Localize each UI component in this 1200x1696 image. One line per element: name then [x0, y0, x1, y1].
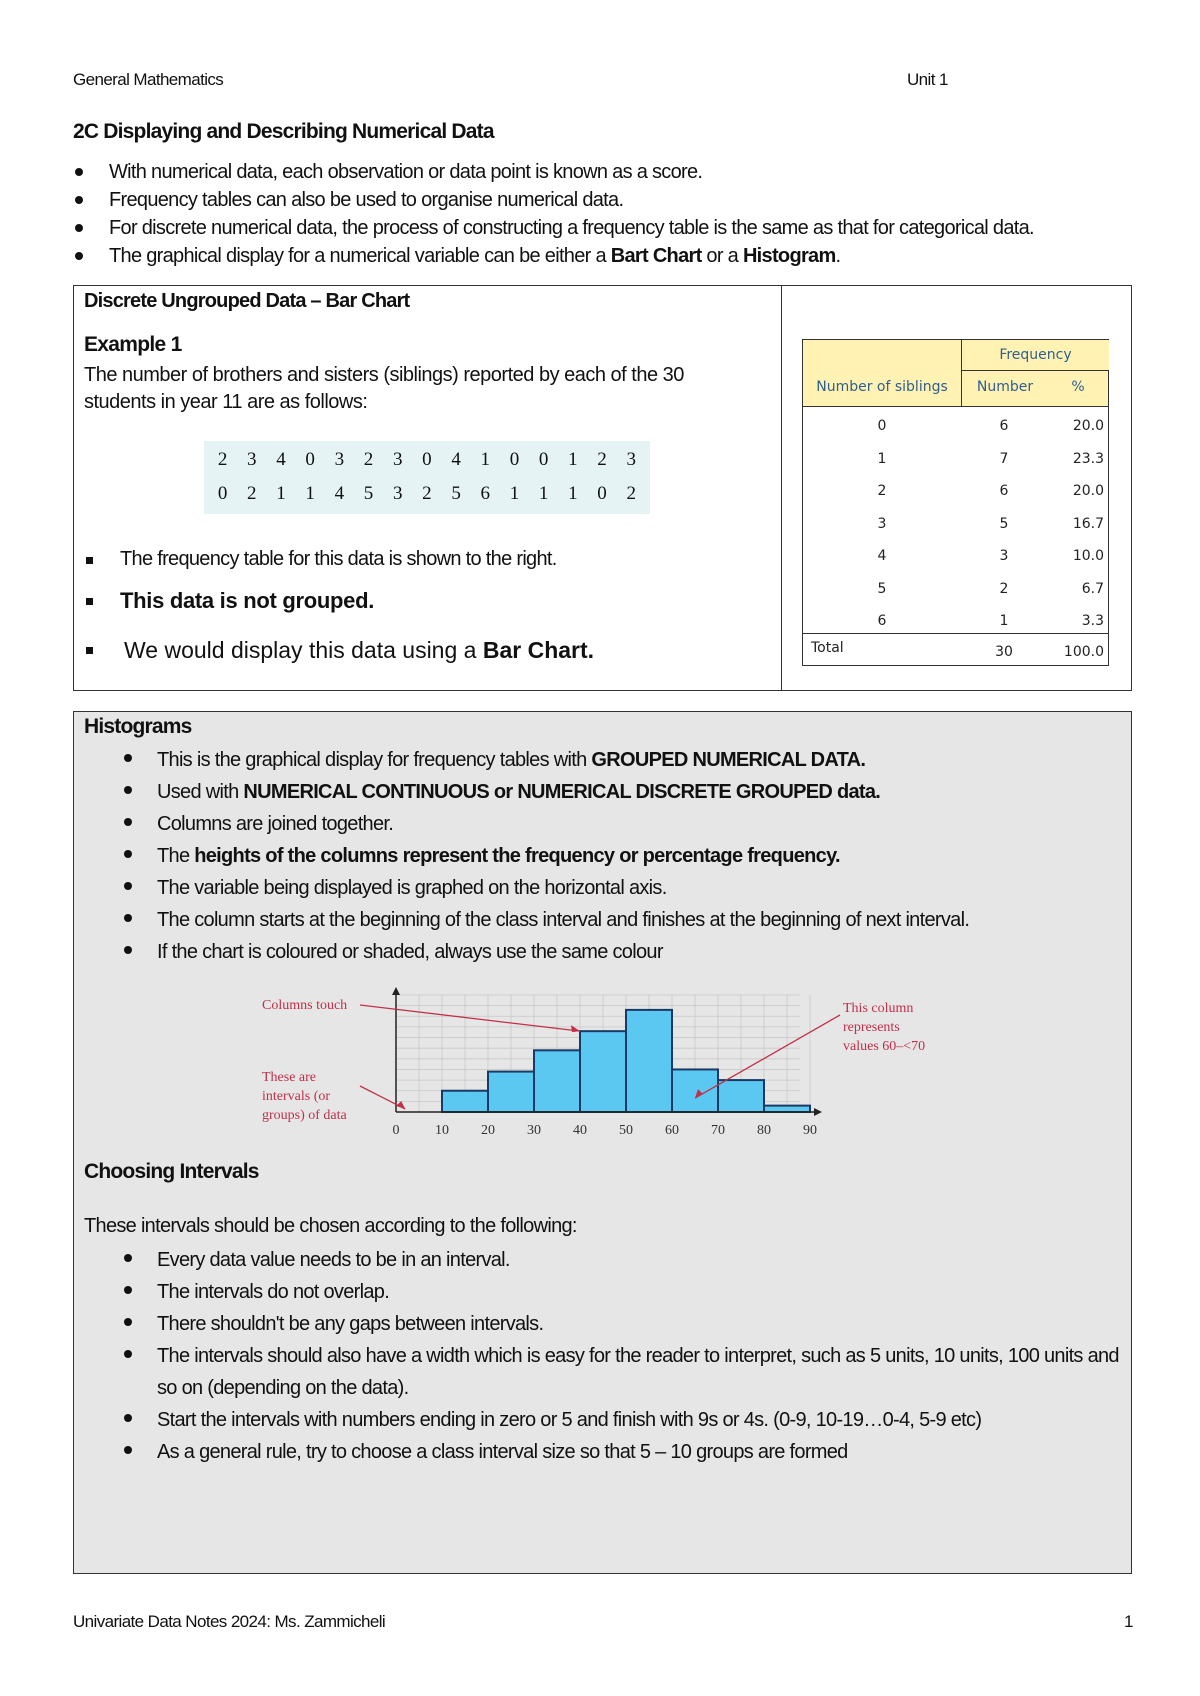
data-value: 0	[509, 449, 520, 470]
number-value: 5	[999, 515, 1009, 532]
frequency-table	[802, 339, 1109, 666]
list-item: Start the intervals with numbers ending in zero or 5 and finish with 9s or 4s. (0-9, 10-19…0-4, 5-9 etc)	[84, 1404, 1124, 1436]
number-value: 2	[999, 580, 1009, 597]
total-label: Total	[811, 640, 844, 656]
col-header-siblings: Number of siblings	[803, 340, 961, 406]
x-tick-label: 90	[803, 1123, 817, 1138]
frequency-group-header: Frequency	[961, 340, 1109, 371]
annotation-column: represents	[843, 1020, 900, 1035]
siblings-value: 2	[877, 483, 887, 499]
total-rule	[803, 633, 1108, 634]
histogram-bar	[764, 1106, 810, 1112]
data-value: 6	[480, 483, 491, 504]
percent-value: 20.0	[1072, 418, 1104, 434]
data-value: 3	[392, 449, 403, 470]
number-value: 3	[999, 548, 1009, 564]
y-axis-arrowhead	[392, 987, 400, 995]
data-value: 3	[392, 483, 403, 504]
data-value: 2	[597, 449, 607, 470]
example-text: The number of brothers and sisters (siblings) reported by each of the 30 students in year 11 are as follows:	[84, 364, 684, 413]
siblings-value: 0	[877, 418, 887, 434]
section-title: Discrete Ungrouped Data – Bar Chart	[84, 290, 410, 312]
percent-value: 16.7	[1072, 515, 1104, 532]
data-value: 4	[334, 483, 345, 504]
number-value: 6	[999, 418, 1009, 434]
data-value: 2	[422, 483, 432, 504]
list-item: With numerical data, each observation or data point is known as a score.	[73, 158, 1153, 186]
bold-text: Histogram	[742, 245, 836, 267]
list-item	[84, 872, 1124, 904]
bold-text: heights of the columns represent the frequency or percentage frequency.	[194, 845, 840, 867]
text: The column starts at the beginning of the class interval and finishes at the beginning of next interval.	[157, 909, 970, 931]
data-value: 2	[247, 483, 257, 504]
list-item	[84, 936, 1124, 968]
text: This is the graphical display for frequency tables with	[157, 749, 592, 771]
list-item: Frequency tables can also be used to organise numerical data.	[73, 186, 1153, 214]
data-row	[204, 483, 650, 505]
x-axis-arrowhead	[814, 1108, 822, 1116]
list-item: There shouldn't be any gaps between intervals.	[84, 1308, 1124, 1340]
text: We would display this data using a	[124, 637, 483, 663]
data-value: 0	[422, 449, 432, 470]
histogram-bar	[580, 1031, 626, 1112]
x-tick-label: 20	[481, 1123, 495, 1138]
bar-chart-bullet-list	[84, 545, 557, 573]
data-value: 3	[247, 449, 257, 470]
data-value: 3	[626, 449, 636, 470]
x-tick-label: 50	[619, 1123, 633, 1138]
x-tick-label: 70	[711, 1123, 725, 1138]
x-tick-label: 60	[665, 1123, 679, 1138]
text: Used with	[157, 781, 244, 803]
data-value: 1	[509, 483, 520, 504]
section-title: Histograms	[84, 715, 192, 738]
column-divider	[781, 285, 782, 691]
page-title: 2C Displaying and Describing Numerical Data	[73, 120, 494, 143]
list-item	[84, 840, 1124, 872]
data-value: 0	[305, 449, 315, 470]
histogram-bullet-list	[84, 744, 1124, 968]
data-value: 1	[568, 483, 578, 504]
siblings-value: 5	[877, 580, 887, 597]
list-item	[84, 808, 1124, 840]
text: Columns are joined together.	[157, 813, 394, 835]
data-value: 1	[305, 483, 315, 504]
data-value: 4	[451, 449, 461, 470]
list-item	[84, 776, 1124, 808]
number-value: 1	[999, 613, 1009, 629]
text: The frequency table for this data is shown to the right.	[120, 548, 557, 570]
siblings-data-grid	[204, 441, 650, 514]
subsection-title: Choosing Intervals	[84, 1160, 259, 1183]
text: The	[157, 845, 195, 867]
histogram-bar	[672, 1069, 718, 1112]
header-right: Unit 1	[907, 70, 948, 89]
annotation-arrow	[695, 1015, 840, 1098]
annotation-intervals: groups) of data	[262, 1108, 347, 1123]
text: The variable being displayed is graphed on the horizontal axis.	[157, 877, 667, 899]
list-item	[84, 545, 557, 573]
header-left: General Mathematics	[73, 70, 224, 89]
x-tick-label: 30	[527, 1123, 541, 1138]
data-value: 1	[480, 449, 491, 470]
total-number: 30	[995, 644, 1013, 660]
footer-left: Univariate Data Notes 2024: Ms. Zammicheli	[73, 1612, 386, 1631]
bold-text: Bar Chart.	[482, 637, 595, 663]
data-value: 0	[538, 449, 549, 470]
list-item: Every data value needs to be in an interval.	[84, 1244, 1124, 1276]
siblings-value: 4	[877, 548, 887, 564]
data-value: 4	[276, 449, 286, 470]
data-value: 3	[334, 449, 345, 470]
data-value: 1	[276, 483, 286, 504]
col-header-number: Number	[961, 371, 1049, 406]
data-value: 2	[217, 449, 228, 470]
list-item	[84, 904, 1124, 936]
list-item: For discrete numerical data, the process of constructing a frequency table is the same as that for categorical data.	[73, 214, 1153, 242]
text: If the chart is coloured or shaded, always use the same colour	[157, 941, 663, 963]
x-tick-label: 40	[573, 1123, 587, 1138]
list-item	[84, 635, 594, 665]
annotation-arrowhead	[571, 1025, 580, 1032]
bar-chart-bullet-list-2	[84, 586, 374, 616]
data-value: 0	[217, 483, 228, 504]
percent-value: 6.7	[1081, 580, 1104, 597]
annotation-arrowhead	[396, 1101, 405, 1109]
histogram-bars	[442, 1010, 810, 1112]
siblings-value: 3	[877, 515, 887, 532]
siblings-value: 6	[877, 613, 887, 629]
annotation-columns-touch: Columns touch	[262, 998, 348, 1013]
percent-value: 20.0	[1072, 483, 1104, 499]
data-value: 1	[538, 483, 549, 504]
example-title: Example 1	[84, 333, 182, 356]
list-item	[84, 744, 1124, 776]
page-number: 1	[1124, 1612, 1134, 1631]
list-item: As a general rule, try to choose a class interval size so that 5 – 10 groups are formed	[84, 1436, 1124, 1468]
annotation-intervals: These are	[262, 1070, 317, 1085]
annotation-column: values 60–<70	[843, 1039, 926, 1054]
intro-text: These intervals should be chosen according to the following:	[84, 1215, 577, 1237]
number-value: 6	[999, 483, 1009, 499]
data-value: 0	[597, 483, 607, 504]
percent-value: 3.3	[1081, 613, 1104, 629]
text: .	[835, 245, 841, 267]
list-item: The intervals do not overlap.	[84, 1276, 1124, 1308]
percent-value: 23.3	[1072, 450, 1104, 467]
intervals-bullet-list	[84, 1244, 1124, 1468]
intro-bullet-list	[73, 158, 1153, 270]
siblings-value: 1	[877, 450, 887, 467]
bold-text: Bart Chart	[610, 245, 702, 267]
histogram-bar	[488, 1072, 534, 1112]
x-tick-label: 80	[757, 1123, 771, 1138]
annotation-column: This column	[843, 1001, 914, 1016]
histogram-bar	[626, 1010, 672, 1112]
text: or a	[701, 245, 743, 267]
bold-text: GROUPED NUMERICAL DATA.	[591, 749, 866, 771]
col-header-percent: %	[1048, 371, 1108, 406]
list-item: The intervals should also have a width which is easy for the reader to interpret, such as 5 units, 10 units, 100 units and so on (depending on the data).	[84, 1340, 1124, 1404]
histogram-bar	[718, 1080, 764, 1112]
list-item	[84, 586, 374, 616]
data-value: 2	[363, 449, 374, 470]
histogram-illustration	[250, 985, 970, 1155]
histogram-x-tick-labels	[393, 1123, 818, 1138]
text: This data is not grouped.	[120, 588, 375, 613]
data-value: 2	[626, 483, 636, 504]
bar-chart-bullet-list-3	[84, 635, 594, 665]
x-tick-label: 0	[392, 1123, 400, 1138]
data-row	[204, 449, 650, 471]
list-item	[73, 242, 1153, 270]
data-value: 5	[363, 483, 374, 504]
histogram-bar	[442, 1091, 488, 1112]
total-percent: 100.0	[1063, 644, 1104, 660]
x-tick-label: 10	[435, 1123, 449, 1138]
number-value: 7	[999, 450, 1009, 467]
percent-value: 10.0	[1072, 548, 1104, 564]
histogram-bar	[534, 1050, 580, 1112]
bold-text: NUMERICAL CONTINUOUS or NUMERICAL DISCRETE GROUPED data.	[243, 781, 881, 803]
text: The graphical display for a numerical variable can be either a	[109, 245, 611, 267]
data-value: 1	[568, 449, 578, 470]
annotation-intervals: intervals (or	[262, 1089, 331, 1104]
header-rule	[803, 406, 1108, 407]
data-value: 5	[451, 483, 461, 504]
